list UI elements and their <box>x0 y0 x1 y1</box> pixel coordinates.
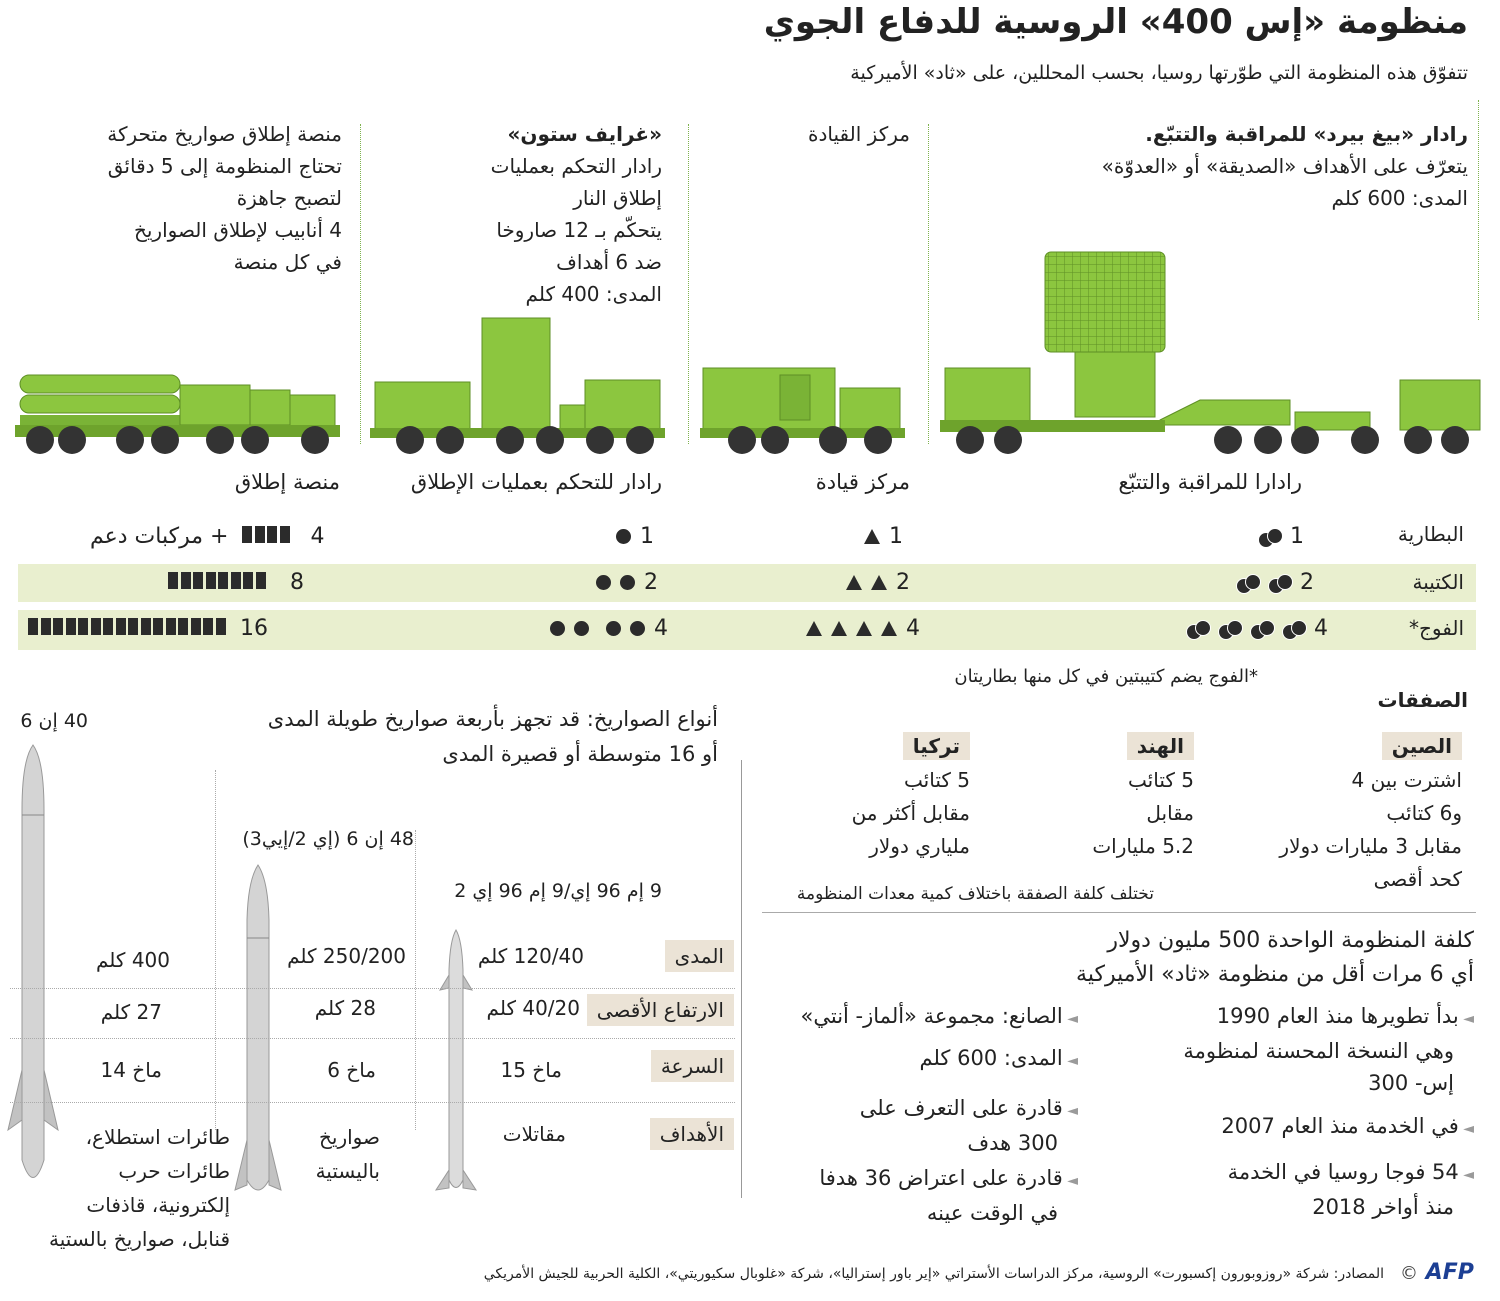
org-cell: 1 <box>1258 524 1304 549</box>
org-footnote: *الفوج يضم كتيبتين في كل منها بطاريتان <box>954 666 1258 687</box>
missile-long <box>8 745 58 1178</box>
org-cell: 2 <box>846 570 910 595</box>
speed-long: ماخ 14 <box>100 1058 162 1082</box>
missile-mid <box>235 865 281 1190</box>
table-divider <box>10 1038 735 1039</box>
targets-short: مقاتلات <box>502 1122 566 1146</box>
targets-long: طائرات استطلاع، طائرات حرب إلكترونية، قاذفات قنابل، صواريخ بالستية <box>49 1125 230 1251</box>
deal-india: الهند 5 كتائب مقابل 5.2 مليارات <box>1092 734 1194 858</box>
square-icons <box>168 570 268 595</box>
command-post-vehicle <box>700 368 905 454</box>
circle-icon <box>616 529 631 544</box>
org-cell: 16 <box>28 616 268 641</box>
altitude-mid: 28 كلم <box>314 996 376 1020</box>
radar-description: رادار «بيغ بيرد» للمراقبة والتتبّع. يتعرّف على الأهداف «الصديقة» أو «العدوّة» المدى: 600 كلم <box>1102 118 1468 214</box>
fire-control-radar-vehicle <box>370 318 665 454</box>
deals-heading: الصفقات <box>1377 688 1468 712</box>
table-divider <box>10 988 735 989</box>
fire-radar-label: رادار للتحكم بعمليات الإطلاق <box>410 470 662 494</box>
launcher-label: منصة إطلاق <box>234 470 340 494</box>
copyright-symbol: © <box>1400 1263 1418 1284</box>
speed-mid: ماخ 6 <box>327 1058 376 1082</box>
deals-divider <box>762 912 1476 913</box>
missile-name-short: 9 إم 96 إي/9 إم 96 إي 2 <box>454 880 662 902</box>
radar-count-icon <box>1258 528 1284 546</box>
fact-item: ◄ قادرة على اعتراض 36 هدفا في الوقت عينه <box>819 1166 1078 1225</box>
fact-item: ◄ 54 فوجا روسيا في الخدمة منذ أواخر 2018 <box>1227 1160 1474 1219</box>
missile-name-long: 40 إن 6 <box>20 710 88 732</box>
cost-statement: كلفة المنظومة الواحدة 500 مليون دولار أي 6 مرات أقل من منظومة «ثاد» الأميركية <box>1076 928 1474 987</box>
radar-label: رادارا للمراقبة والتتبّع <box>1118 470 1302 494</box>
deal-turkey: تركيا 5 كتائب مقابل أكثر من ملياري دولار <box>851 734 970 858</box>
org-cell: 2 <box>596 570 658 595</box>
org-row-regiment-label: الفوج* <box>1408 616 1464 640</box>
fact-item: ◄ المدى: 600 كلم <box>919 1046 1078 1070</box>
launcher-vehicle <box>15 375 340 454</box>
org-cell: 1 <box>616 524 654 549</box>
triangle-icon <box>864 529 880 544</box>
deal-country-badge: الهند <box>1127 732 1194 760</box>
fact-item: ◄ قادرة على التعرف على 300 هدف <box>859 1096 1078 1155</box>
fire-radar-description: «غرايف ستون» رادار التحكم بعمليات إطلاق النار يتحكّم بـ 12 صاروخا ضد 6 أهداف المدى: 400 كلم <box>491 118 662 310</box>
targets-mid: صواريخ باليستية <box>315 1125 380 1183</box>
command-description: مركز القيادة <box>808 122 910 146</box>
speed-row-label: السرعة <box>651 1050 734 1082</box>
missiles-heading: أنواع الصواريخ: قد تجهز بأربعة صواريخ طويلة المدى أو 16 متوسطة أو قصيرة المدى <box>267 707 718 766</box>
missile-name-mid: 48 إن 6 (إي 2/إيي3) <box>242 828 414 850</box>
org-cell: 4 <box>550 616 668 641</box>
range-row-label: المدى <box>665 940 734 972</box>
fact-item: ◄ بدأ تطويرها منذ العام 1990 وهي النسخة المحسنة لمنظومة إس- 300 <box>1183 1004 1474 1095</box>
altitude-short: 40/20 كلم <box>486 996 580 1020</box>
range-mid: 250/200 كلم <box>287 944 406 968</box>
launcher-description: منصة إطلاق صواريخ متحركة تحتاج المنظومة إلى 5 دقائق لتصبح جاهزة 4 أنابيب لإطلاق الصواريخ في كل منصة <box>107 122 342 274</box>
section-divider <box>741 760 742 1198</box>
org-row-battery-label: البطارية <box>1397 522 1464 546</box>
page-subtitle: تتفوّق هذه المنظومة التي طوّرتها روسيا، بحسب المحللين، على «ثاد» الأميركية <box>850 62 1468 84</box>
org-cell: 2 <box>1236 570 1314 595</box>
afp-logo: © AFP <box>1400 1260 1474 1285</box>
org-cell: 8 <box>168 570 304 595</box>
fact-item: ◄ الصانع: مجموعة «ألماز- أنتي» <box>800 1004 1078 1028</box>
altitude-row-label: الارتفاع الأقصى <box>587 994 734 1026</box>
command-label: مركز قيادة <box>815 470 910 494</box>
speed-short: ماخ 15 <box>500 1058 562 1082</box>
deal-china: الصين اشترت بين 4 و6 كتائب مقابل 3 مليارات دولار كحد أقصى <box>1279 734 1462 891</box>
altitude-long: 27 كلم <box>100 1000 162 1024</box>
range-long: 400 كلم <box>96 948 170 972</box>
radar-count-icon <box>1236 574 1262 592</box>
table-divider <box>415 830 416 1130</box>
support-vehicles-label: + مركبات دعم <box>90 524 229 549</box>
table-divider <box>10 1102 735 1103</box>
fire-radar-description-head: «غرايف ستون» <box>507 122 662 146</box>
targets-row-label: الأهداف <box>650 1118 734 1150</box>
page-title: منظومة «إس 400» الروسية للدفاع الجوي <box>763 2 1468 42</box>
missile-short <box>436 930 476 1190</box>
table-divider <box>215 770 216 1130</box>
range-short: 120/40 كلم <box>477 944 584 968</box>
fact-item: ◄ في الخدمة منذ العام 2007 <box>1221 1114 1474 1138</box>
org-cell: + مركبات دعم 4 <box>90 524 325 549</box>
vehicles-illustration <box>0 240 1500 460</box>
surveillance-radar-vehicle <box>940 252 1480 454</box>
org-row-battalion-label: الكتيبة <box>1412 570 1464 594</box>
sources: المصادر: شركة «روزوبورون إكسبورت» الروسية، مركز الدراسات الأستراتي «إير باور إستراليا»، شركة «غلوبال سكيوريتي»، الكلية الحربية للجيش الأمريكي <box>483 1266 1384 1282</box>
org-cell: 1 <box>864 524 903 549</box>
square-icons <box>28 616 228 641</box>
deal-country-badge: الصين <box>1382 732 1462 760</box>
org-cell: 4 <box>1186 616 1328 641</box>
org-cell: 4 <box>806 616 920 641</box>
deal-country-badge: تركيا <box>903 732 970 760</box>
radar-count-icon <box>1268 574 1294 592</box>
radar-description-head: رادار «بيغ بيرد» للمراقبة والتتبّع. <box>1145 122 1468 146</box>
square-icons <box>242 524 292 549</box>
deals-note: تختلف كلفة الصفقة باختلاف كمية معدات المنظومة <box>796 884 1154 904</box>
